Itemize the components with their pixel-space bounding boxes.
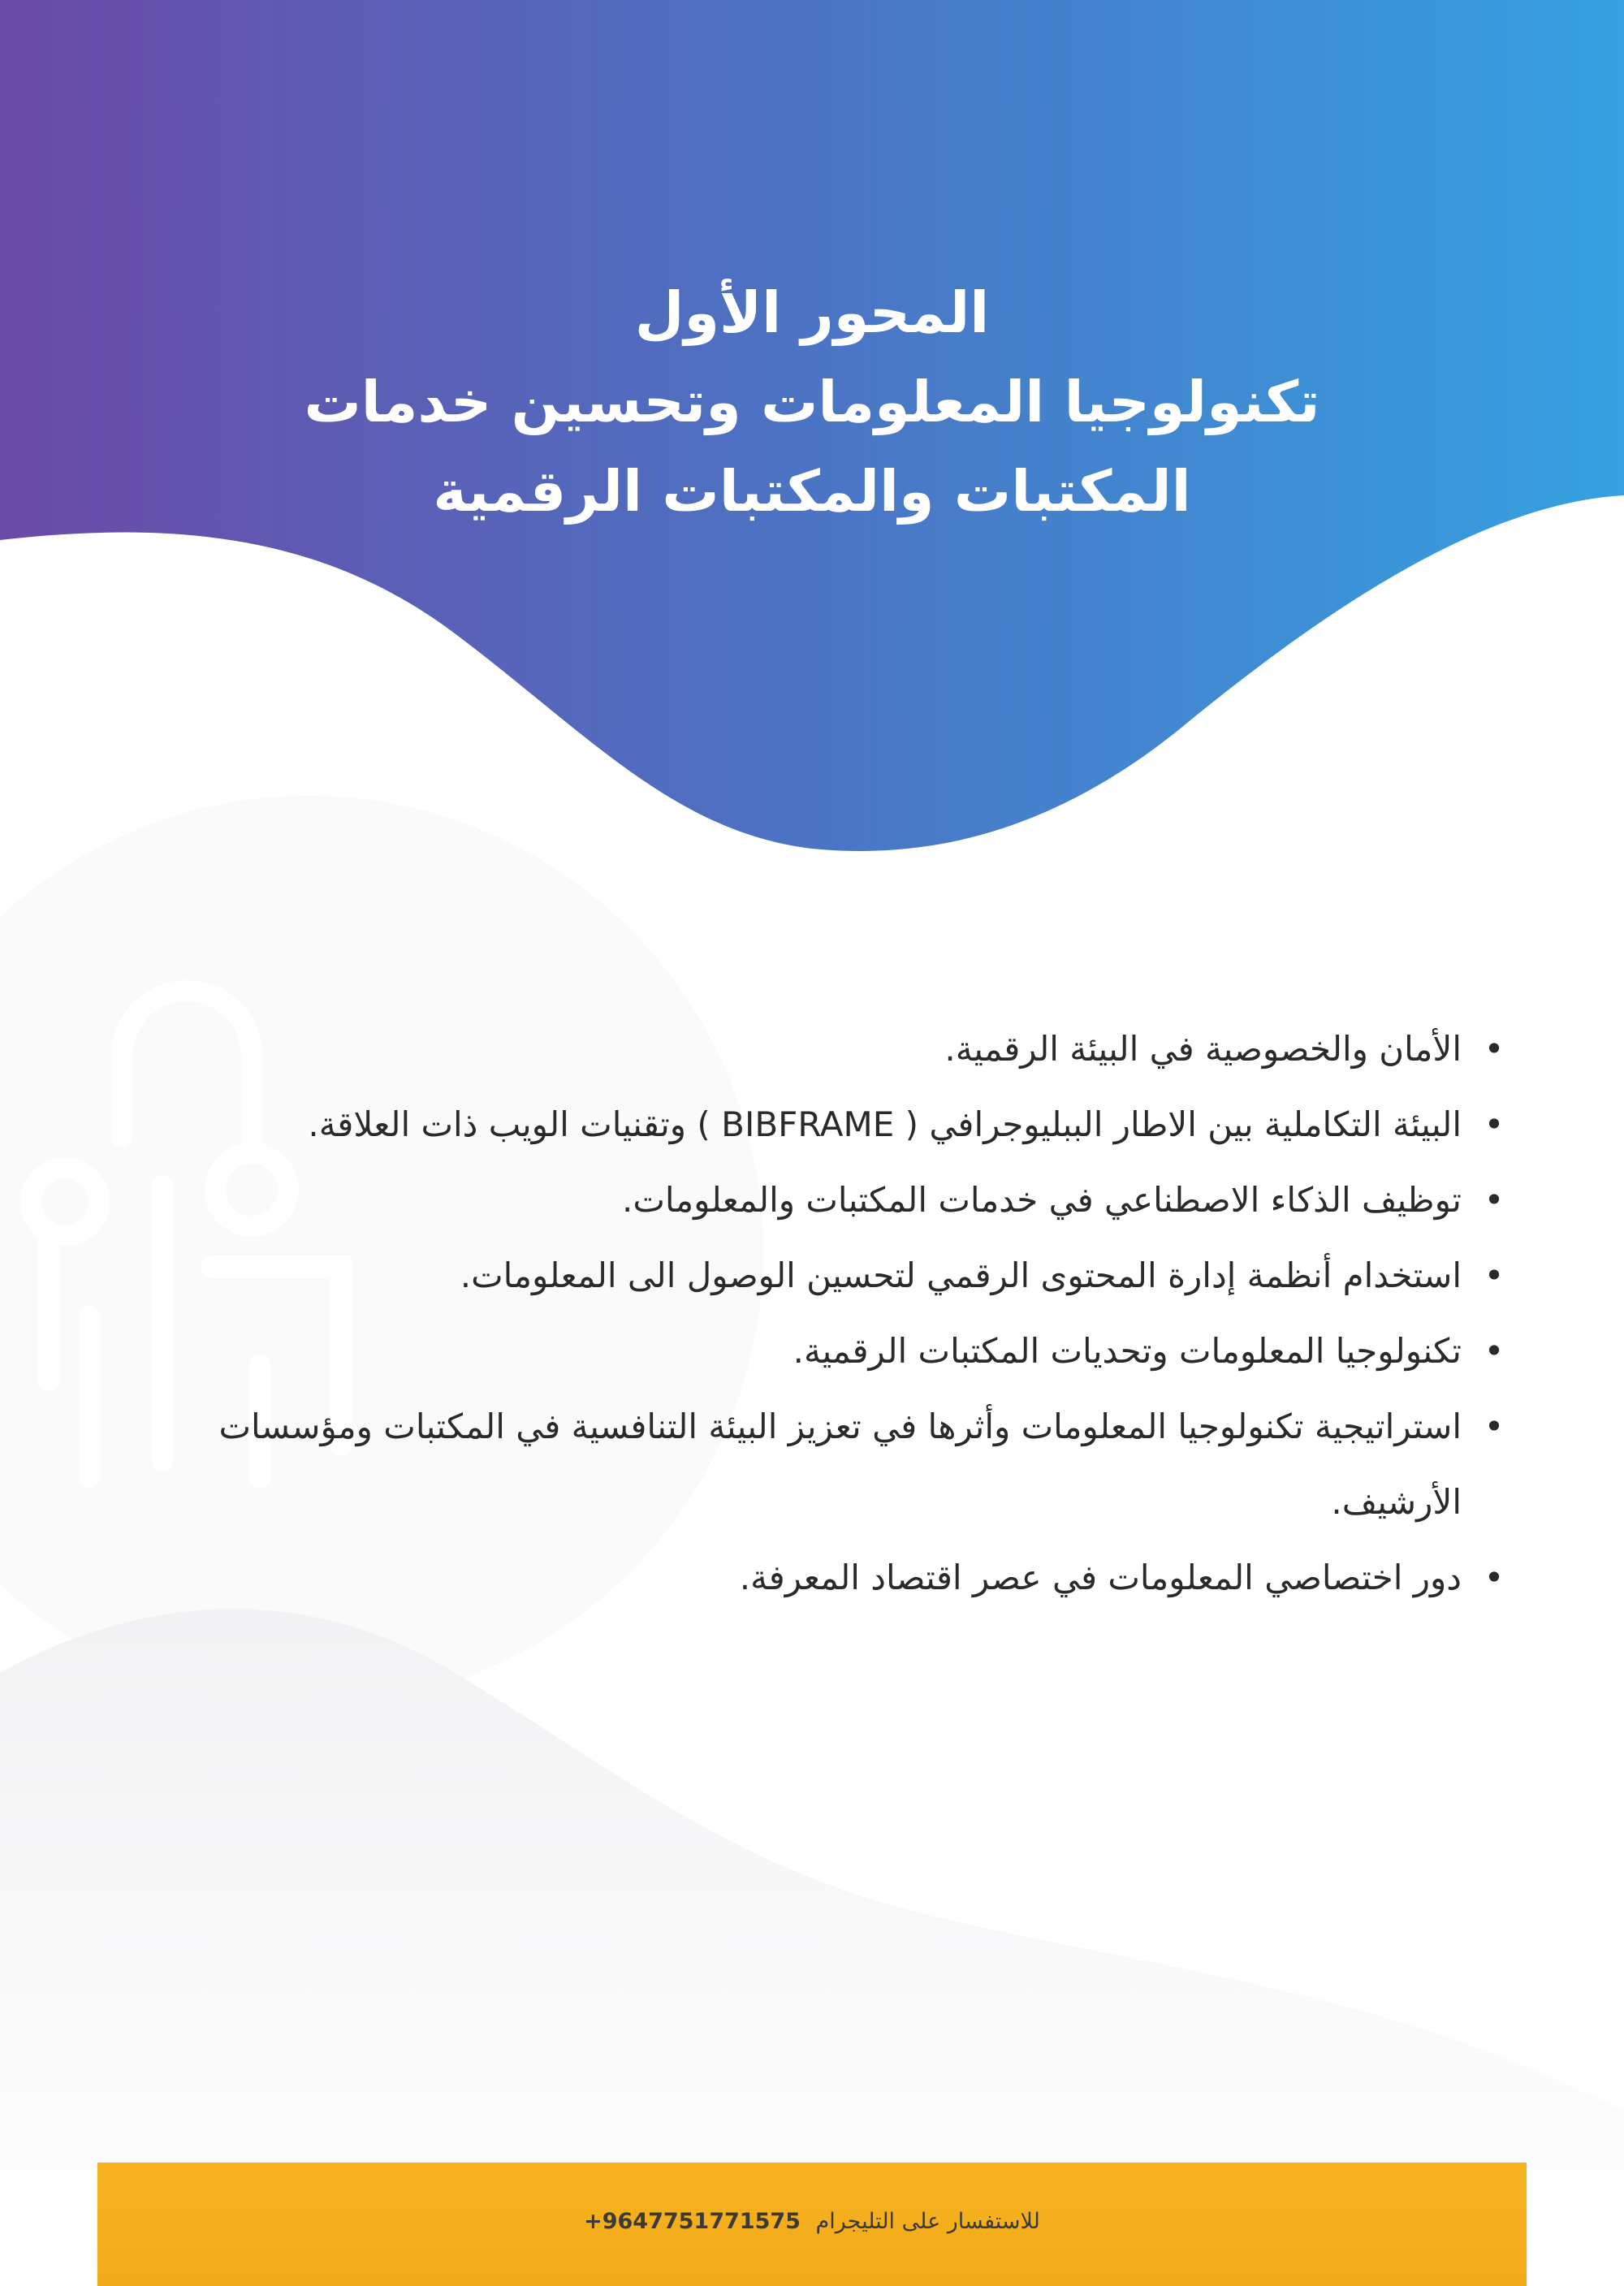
list-item (146, 1389, 1505, 1540)
title-line-3: المكتبات والمكتبات الرقمية (433, 458, 1191, 525)
topic-text: استخدام أنظمة إدارة المحتوى الرقمي لتحسين الوصول الى المعلومات. (460, 1255, 1462, 1295)
title-line-1: المحور الأول (634, 279, 990, 346)
topic-text: استراتيجية تكنولوجيا المعلومات وأثرها في تعزيز البيئة التنافسية في المكتبات ومؤسسات الأرشيف. (218, 1407, 1462, 1522)
list-item (146, 1087, 1505, 1162)
footer-contact (97, 2209, 1527, 2234)
bullet-icon: • (1484, 1104, 1505, 1144)
list-item (146, 1313, 1505, 1389)
bullet-icon: • (1484, 1180, 1505, 1220)
bullet-icon: • (1484, 1331, 1505, 1371)
topic-text: دور اختصاصي المعلومات في عصر اقتصاد المعرفة. (739, 1558, 1462, 1597)
list-item (146, 1162, 1505, 1238)
header-title (162, 268, 1462, 536)
bullet-icon: • (1484, 1255, 1505, 1295)
topic-text: الأمان والخصوصية في البيئة الرقمية. (944, 1029, 1462, 1069)
footer-bar (97, 2163, 1527, 2286)
list-item (146, 1011, 1505, 1087)
title-line-2: تكنولوجيا المعلومات وتحسين خدمات (304, 369, 1320, 435)
footer-label: للاستفسار على التليجرام (815, 2209, 1040, 2234)
bullet-icon: • (1484, 1029, 1505, 1069)
bullet-icon: • (1484, 1407, 1505, 1446)
list-item (146, 1540, 1505, 1615)
bullet-icon: • (1484, 1558, 1505, 1597)
topic-text: البيئة التكاملية بين الاطار الببليوجرافي ( BIBFRAME ) وتقنيات الويب ذات العلاقة. (308, 1104, 1462, 1144)
topics-list (146, 1011, 1505, 1615)
topic-text: توظيف الذكاء الاصطناعي في خدمات المكتبات والمعلومات. (621, 1180, 1462, 1220)
topic-text: تكنولوجيا المعلومات وتحديات المكتبات الرقمية. (793, 1331, 1462, 1371)
telegram-phone-link[interactable]: +9647751771575 (584, 2209, 801, 2234)
list-item (146, 1238, 1505, 1313)
